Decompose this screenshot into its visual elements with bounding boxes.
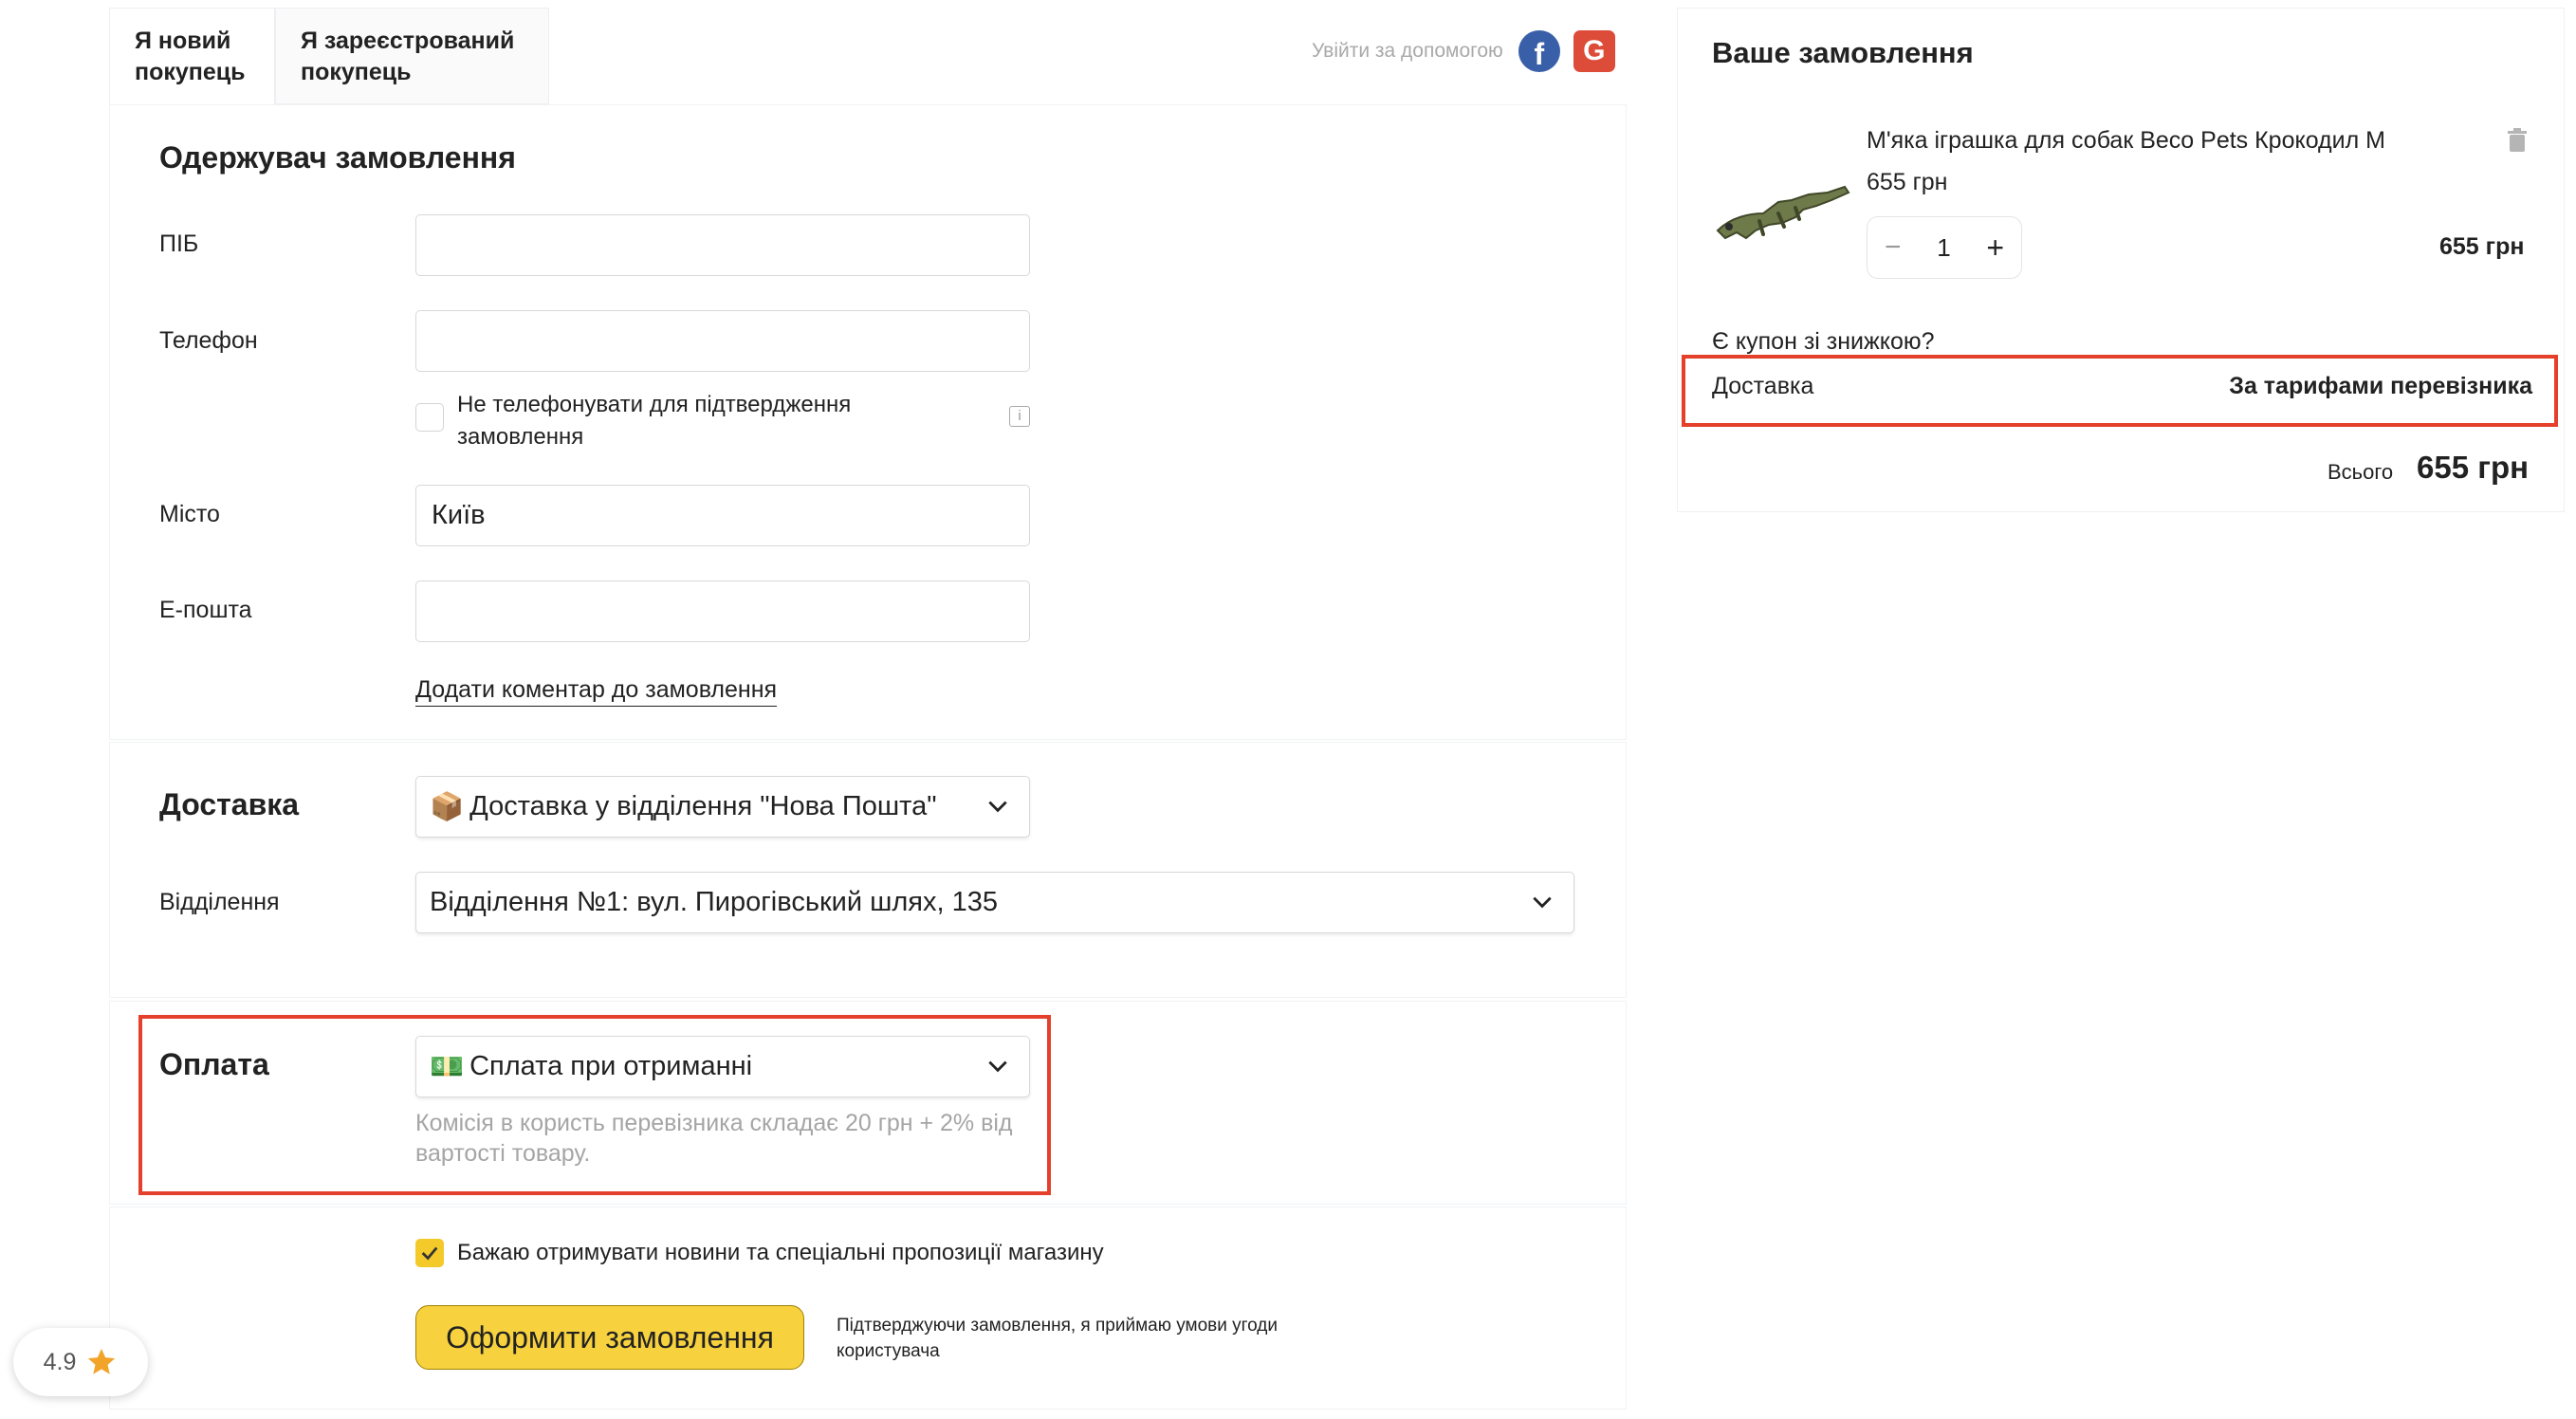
checkmark-icon (419, 1243, 440, 1263)
payment-method-value: Сплата при отриманні (469, 1051, 753, 1081)
name-field[interactable] (415, 214, 1030, 276)
plus-icon[interactable]: + (1986, 230, 2004, 265)
email-label: E-пошта (159, 597, 252, 623)
payment-note: Комісія в користь перевізника складає 20 грн + 2% від вартості товару. (415, 1110, 1013, 1167)
city-label: Місто (159, 501, 220, 527)
delivery-method-select[interactable] (415, 776, 1030, 838)
tab-new-buyer[interactable]: Я новий покупець (109, 8, 275, 104)
rating-badge[interactable] (13, 1328, 148, 1396)
login-tabs (109, 8, 549, 104)
branch-select[interactable] (415, 872, 1574, 933)
payment-title: Оплата (159, 1047, 269, 1081)
quantity-value[interactable]: 1 (1937, 232, 1951, 262)
chevron-down-icon (985, 794, 1010, 819)
quantity-stepper (1867, 216, 2022, 279)
email-field[interactable] (415, 580, 1030, 642)
recipient-title: Одержувач замовлення (159, 140, 516, 175)
social-login (1312, 30, 1615, 72)
item-total: 655 грн (2439, 233, 2525, 260)
no-call-checkbox[interactable] (415, 403, 444, 432)
trash-icon[interactable] (2507, 128, 2528, 153)
order-total-label: Всього (2328, 460, 2394, 484)
phone-label: Телефон (159, 327, 258, 354)
order-total-value: 655 грн (2417, 450, 2530, 485)
newsletter-label: Бажаю отримувати новини та спеціальні пропозиції магазину (457, 1240, 1104, 1265)
info-icon[interactable]: i (1009, 406, 1030, 427)
chevron-down-icon (985, 1054, 1010, 1078)
order-delivery-value: За тарифами перевізника (2229, 373, 2532, 399)
product-price: 655 грн (1867, 169, 1948, 195)
order-summary (1677, 8, 2565, 512)
social-login-label: Увійти за допомогою (1312, 40, 1503, 62)
facebook-icon[interactable]: f (1518, 30, 1560, 72)
city-field[interactable]: Київ (415, 485, 1030, 546)
newsletter-checkbox[interactable] (415, 1239, 444, 1267)
star-icon (85, 1346, 118, 1378)
delivery-title: Доставка (159, 787, 300, 821)
name-label: ПІБ (159, 230, 199, 257)
rating-value: 4.9 (43, 1348, 77, 1375)
payment-method-select[interactable] (415, 1036, 1030, 1097)
branch-value: Відділення №1: вул. Пирогівський шлях, 135 (430, 887, 998, 917)
tab-registered-buyer[interactable]: Я зареєстрований покупець (275, 8, 549, 104)
product-image[interactable] (1712, 175, 1852, 251)
coupon-link[interactable]: Є купон зі знижкою? (1712, 328, 1935, 355)
chevron-down-icon (1530, 890, 1555, 914)
package-icon: 📦 (430, 791, 465, 822)
submit-order-button[interactable]: Оформити замовлення (415, 1305, 804, 1370)
terms-text: Підтверджуючи замовлення, я приймаю умови угоди користувача (837, 1316, 1278, 1361)
product-name[interactable]: М'яка іграшка для собак Beco Pets Крокодил M (1867, 127, 2385, 154)
delivery-method-value: Доставка у відділення "Нова Пошта" (469, 791, 937, 821)
add-comment-link[interactable]: Додати коментар до замовлення (415, 676, 777, 707)
minus-icon[interactable]: − (1885, 231, 1902, 263)
money-icon: 💵 (430, 1051, 465, 1082)
phone-field[interactable] (415, 310, 1030, 372)
no-call-label: Не телефонувати для підтвердження замовлення (457, 392, 852, 450)
order-title: Ваше замовлення (1712, 36, 1974, 69)
google-icon[interactable]: G (1573, 30, 1615, 72)
order-delivery-label: Доставка (1712, 373, 1814, 399)
confirm-section (109, 1207, 1627, 1410)
branch-label: Відділення (159, 889, 280, 915)
